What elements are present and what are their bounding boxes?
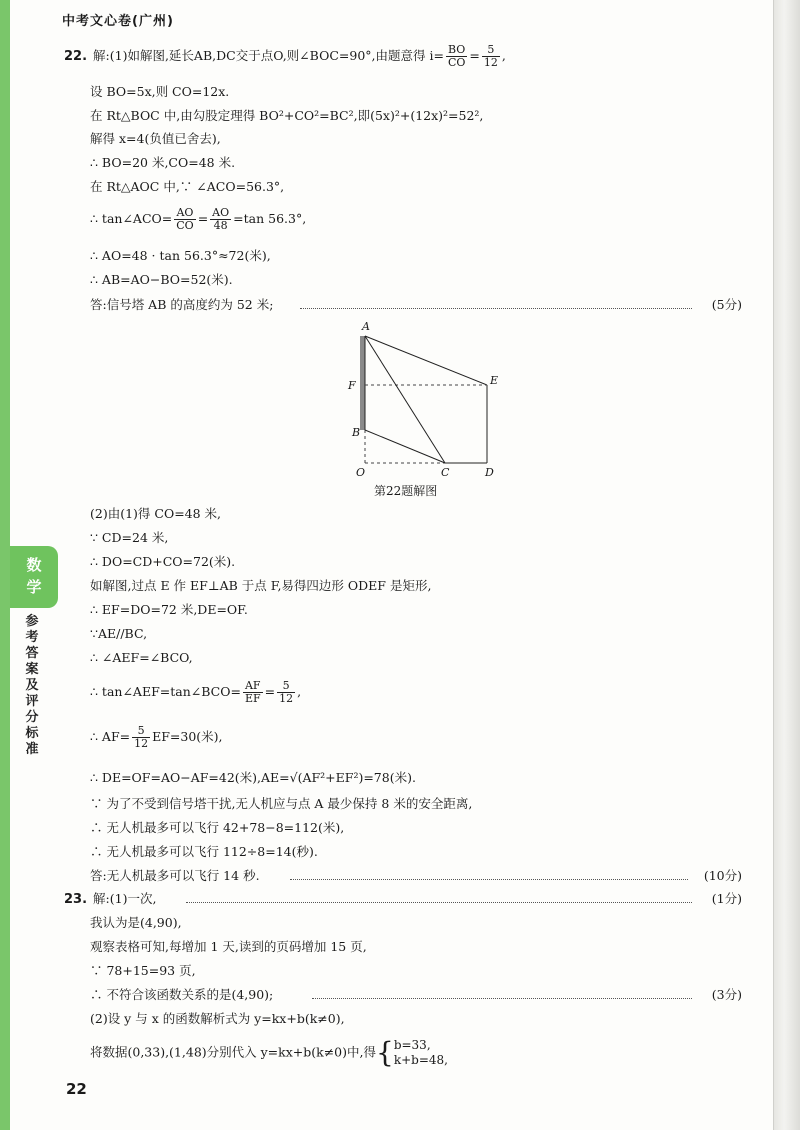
- page-number: 22: [66, 1080, 87, 1098]
- fraction: $\frac{AF}{EF}$: [244, 679, 261, 705]
- side-label-char: 参: [25, 614, 39, 629]
- point-label-a: A: [362, 320, 370, 333]
- q22-part2-line-14: 答:无人机最多可以飞行 14 秒.: [90, 868, 260, 883]
- q22-part2-line-7: ∴ ∠AEF=∠BCO,: [90, 650, 193, 665]
- point-label-c: C: [441, 466, 450, 479]
- fraction: $\frac{AO}{48}$: [212, 206, 230, 232]
- q22-part2-line-13: ∴ 无人机最多可以飞行 112÷8=14(秒).: [90, 844, 318, 859]
- page-binding-edge: [773, 0, 800, 1130]
- point-label-e: E: [490, 374, 499, 387]
- score-marker: (5分): [711, 297, 742, 312]
- q22-part2-line-12: ∴ 无人机最多可以飞行 42+78−8=112(米),: [90, 820, 345, 835]
- point-label-d: D: [485, 466, 494, 479]
- signal-tower-ab: [360, 336, 365, 430]
- fraction: $\frac{5}{12}$: [134, 724, 149, 750]
- q22-part2-line-1: (2)由(1)得 CO=48 米,: [90, 506, 222, 521]
- segment-ac: [365, 336, 445, 463]
- question-number: 23.: [64, 892, 88, 907]
- q22-diagram: [340, 318, 510, 480]
- q23-line-5: ∴ 不符合该函数关系的是(4,90);: [90, 987, 274, 1002]
- score-marker: (3分): [711, 987, 742, 1002]
- q22-part2-line-10: ∴ DE=OF=AO−AF=42(米),AE=√(AF²+EF²)=78(米).: [90, 770, 416, 785]
- segment-ae: [365, 336, 487, 385]
- q22-line-4: 解得 x=4(负值已舍去),: [90, 131, 221, 146]
- subject-tab: [10, 546, 58, 608]
- q22-part2-line-3: ∴ DO=CD+CO=72(米).: [90, 554, 236, 569]
- q22-part2-line-5: ∴ EF=DO=72 米,DE=OF.: [90, 602, 248, 617]
- point-label-o: O: [356, 466, 366, 479]
- q23-line-4: ∵ 78+15=93 页,: [90, 963, 196, 978]
- fraction: $\frac{5}{12}$: [279, 679, 294, 705]
- q22-part2-line-8: ∴ tan∠AEF=tan∠BCO= $\frac{AF}{EF}$ = $\frac{5}{12}$ ,: [90, 679, 302, 705]
- side-label-char: 案: [25, 662, 39, 677]
- q22-line-1: 22. 解:(1)如解图,延长AB,DC交于点O,则∠BOC=90°,由题意得 i= $\frac{BO}{CO}$ = $\frac{5}{12}$ ,: [64, 43, 506, 69]
- q22-line-9: ∴ AB=AO−BO=52(米).: [90, 272, 233, 287]
- q22-line-10: 答:信号塔 AB 的高度约为 52 米;: [90, 297, 274, 312]
- q22-part2-line-2: ∵ CD=24 米,: [90, 530, 169, 545]
- dot-leader: [300, 308, 692, 309]
- segment-bc: [365, 430, 445, 463]
- dot-leader: [290, 879, 688, 880]
- q22-part2-line-9: ∴ AF= $\frac{5}{12}$ EF=30(米),: [90, 724, 223, 750]
- side-section-label: [22, 614, 42, 758]
- q23-line-1: 23. 解:(1)一次,: [64, 891, 157, 907]
- fraction: $\frac{BO}{CO}$: [447, 43, 466, 69]
- fraction: $\frac{5}{12}$: [483, 43, 498, 69]
- running-header: 中考文心卷(广州): [62, 14, 174, 29]
- question-number: 22.: [64, 49, 88, 64]
- q23-line-7: 将数据(0,33),(1,48)分别代入 y=kx+b(k≠0)中,得{ b=33, k+b=48,: [90, 1036, 448, 1069]
- side-label-char: 答: [25, 646, 39, 661]
- q22-line-5: ∴ BO=20 米,CO=48 米.: [90, 155, 236, 170]
- dot-leader: [186, 902, 692, 903]
- q22-line-6: 在 Rt△AOC 中,∵ ∠ACO=56.3°,: [90, 179, 285, 194]
- q22-part2-line-4: 如解图,过点 E 作 EF⊥AB 于点 F,易得四边形 ODEF 是矩形,: [90, 578, 432, 593]
- left-color-strip: [0, 0, 10, 1130]
- figure-caption: 第22题解图: [374, 484, 438, 498]
- q22-line-3: 在 Rt△BOC 中,由勾股定理得 BO²+CO²=BC²,即(5x)²+(12x)²=52²,: [90, 108, 484, 123]
- score-marker: (1分): [711, 891, 742, 906]
- q22-line-7: ∴ tan∠ACO= $\frac{AO}{CO}$ = $\frac{AO}{48}$ =tan 56.3°,: [90, 206, 307, 232]
- q23-line-6: (2)设 y 与 x 的函数解析式为 y=kx+b(k≠0),: [90, 1011, 345, 1026]
- point-label-f: F: [348, 379, 356, 392]
- q22-line-2: 设 BO=5x,则 CO=12x.: [90, 84, 230, 99]
- side-label-char: 准: [25, 742, 39, 757]
- side-label-char: 标: [25, 726, 39, 741]
- q23-line-2: 我认为是(4,90),: [90, 915, 182, 930]
- dot-leader: [312, 998, 692, 999]
- subject-tab-char: 数: [26, 556, 42, 574]
- side-label-char: 分: [25, 710, 39, 725]
- side-label-char: 评: [25, 694, 39, 709]
- fraction: $\frac{AO}{CO}$: [176, 206, 194, 232]
- point-label-b: B: [352, 426, 361, 439]
- text: 解:(1)如解图,延长AB,DC交于点O,则∠BOC=90°,由题意得 i=: [93, 48, 444, 63]
- side-label-char: 考: [25, 630, 39, 645]
- subject-tab-char: 学: [26, 578, 42, 596]
- score-marker: (10分): [703, 868, 742, 883]
- side-label-char: 及: [25, 678, 39, 693]
- q23-line-3: 观察表格可知,每增加 1 天,读到的页码增加 15 页,: [90, 939, 367, 954]
- q22-line-8: ∴ AO=48 · tan 56.3°≈72(米),: [90, 248, 271, 263]
- q22-part2-line-11: ∵ 为了不受到信号塔干扰,无人机应与点 A 最少保持 8 米的安全距离,: [90, 796, 473, 811]
- q22-part2-line-6: ∵AE//BC,: [90, 626, 148, 641]
